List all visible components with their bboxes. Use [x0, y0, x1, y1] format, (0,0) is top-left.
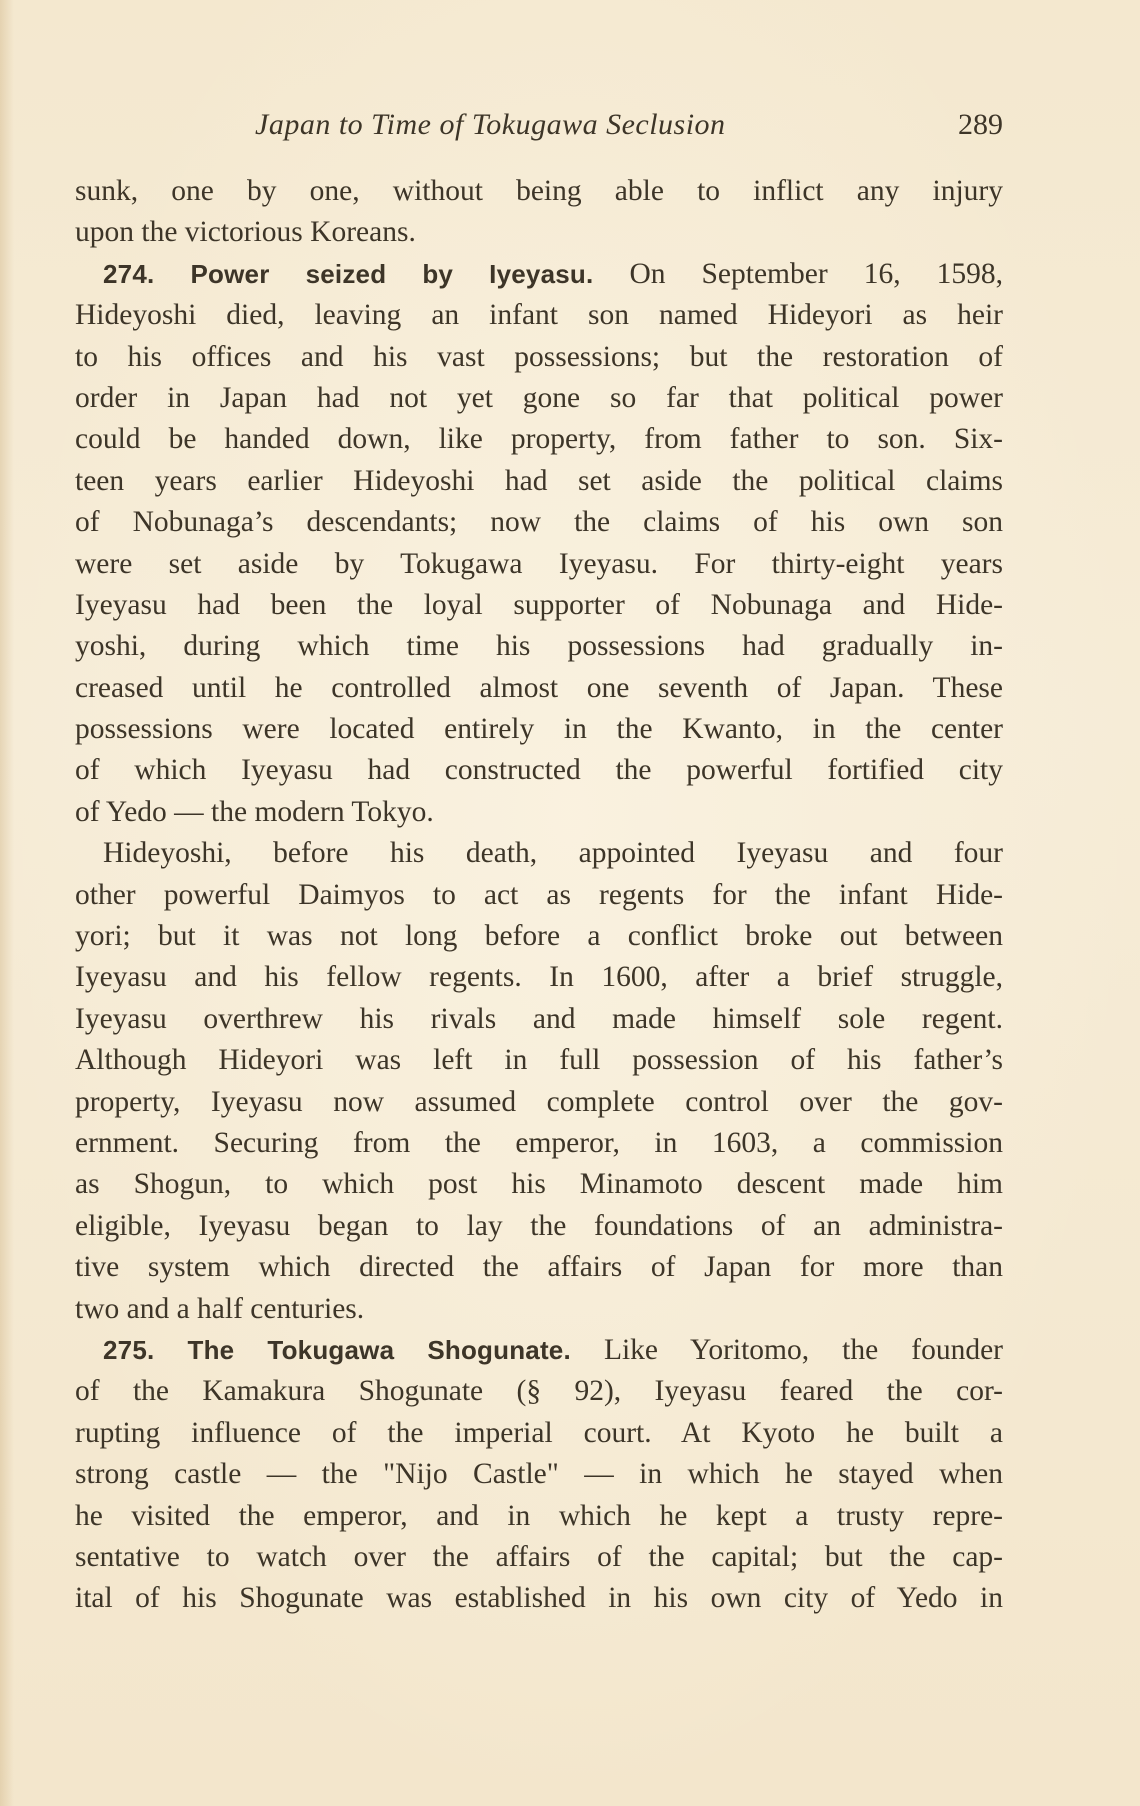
text-line: [75, 1371, 1003, 1412]
line-text: Like Yoritomo, the founder: [570, 1333, 1003, 1366]
text-line: [75, 502, 1003, 543]
line-text: other powerful Daimyos to act as regents for the infant Hide-: [75, 878, 1003, 911]
text-line: [75, 1537, 1003, 1578]
page-header: [75, 108, 1003, 152]
line-text: sunk, one by one, without being able to inflict any injury: [75, 175, 1003, 207]
text-line: [75, 957, 1003, 998]
text-line: [75, 544, 1003, 585]
line-text: he visited the emperor, and in which he kept a trusty repre-: [75, 1499, 1003, 1532]
line-text: ernment. Securing from the emperor, in 1603, a commission: [75, 1126, 1003, 1159]
line-text: could be handed down, like property, from father to son. Six-: [75, 423, 1003, 456]
text-line: [75, 585, 1003, 626]
text-line: [75, 750, 1003, 791]
line-text: On September 16, 1598,: [593, 257, 1003, 290]
line-text: Iyeyasu and his fellow regents. In 1600, after a brief struggle,: [75, 961, 1003, 994]
text-line: [75, 833, 1003, 874]
line-text: yoshi, during which time his possessions had gradually in-: [75, 630, 1003, 663]
text-line: [75, 1496, 1003, 1537]
line-text: Iyeyasu overthrew his rivals and made himself sole regent.: [75, 1002, 1003, 1035]
line-text: sentative to watch over the affairs of the capital; but the cap-: [75, 1540, 1003, 1573]
text-line: [75, 709, 1003, 750]
text-line: [75, 254, 1003, 295]
line-text: to his offices and his vast possessions; but the restoration of: [75, 340, 1003, 373]
text-line: [75, 461, 1003, 502]
line-text: of which Iyeyasu had constructed the powerful fortified city: [75, 754, 1003, 787]
text-line: [75, 212, 1003, 253]
line-text: creased until he controlled almost one seventh of Japan. These: [75, 671, 1003, 704]
line-text: tive system which directed the affairs of Japan for more than: [75, 1251, 1003, 1284]
line-text: teen years earlier Hideyoshi had set aside the political claims: [75, 464, 1003, 497]
body-text: [75, 171, 1003, 1620]
line-text: of Nobunaga’s descendants; now the claims of his own son: [75, 506, 1003, 539]
line-text: Iyeyasu had been the loyal supporter of Nobunaga and Hide-: [75, 588, 1003, 621]
line-text: upon the victorious Koreans.: [75, 216, 416, 249]
text-line: [75, 378, 1003, 419]
section-heading: 275. The Tokugawa Shogunate.: [103, 1334, 571, 1365]
section-heading: 274. Power seized by Iyeyasu.: [103, 258, 594, 289]
page-number: 289: [958, 108, 1003, 141]
text-line: [75, 1206, 1003, 1247]
line-text: rupting influence of the imperial court. At Kyoto he built a: [75, 1416, 1003, 1449]
text-line: [75, 337, 1003, 378]
line-text: yori; but it was not long before a conflict broke out between: [75, 920, 1003, 953]
text-line: [75, 668, 1003, 709]
text-line: [75, 1123, 1003, 1164]
text-line: [75, 626, 1003, 667]
line-text: Although Hideyori was left in full possession of his father’s: [75, 1044, 1003, 1077]
line-text: were set aside by Tokugawa Iyeyasu. For thirty-eight years: [75, 547, 1003, 580]
text-line: [75, 1289, 1003, 1330]
text-line: [75, 295, 1003, 336]
text-line: [75, 916, 1003, 957]
line-text: ital of his Shogunate was established in his own city of Yedo in: [75, 1582, 1003, 1615]
text-line: [75, 1578, 1003, 1619]
text-line: [75, 1454, 1003, 1495]
line-text: possessions were located entirely in the Kwanto, in the center: [75, 713, 1003, 746]
text-line: [75, 419, 1003, 460]
line-text: of the Kamakura Shogunate (§ 92), Iyeyasu feared the cor-: [75, 1375, 1003, 1408]
text-line: [75, 171, 1003, 212]
line-text: Hideyoshi, before his death, appointed Iyeyasu and four: [103, 837, 1003, 870]
text-line: [75, 875, 1003, 916]
text-line: [75, 1082, 1003, 1123]
text-line: [75, 792, 1003, 833]
line-text: of Yedo — the modern Tokyo.: [75, 795, 434, 828]
page-edge-shadow: [0, 0, 14, 1806]
text-line: [75, 1247, 1003, 1288]
line-text: Hideyoshi died, leaving an infant son named Hideyori as heir: [75, 299, 1003, 332]
line-text: order in Japan had not yet gone so far that political power: [75, 381, 1003, 414]
running-head: Japan to Time of Tokugawa Seclusion: [255, 108, 726, 141]
line-text: strong castle — the "Nijo Castle" — in which he stayed when: [75, 1458, 1003, 1491]
text-line: [75, 1040, 1003, 1081]
text-line: [75, 999, 1003, 1040]
text-line: [75, 1164, 1003, 1205]
line-text: as Shogun, to which post his Minamoto descent made him: [75, 1168, 1003, 1201]
text-line: [75, 1330, 1003, 1371]
line-text: property, Iyeyasu now assumed complete control over the gov-: [75, 1085, 1003, 1118]
line-text: eligible, Iyeyasu began to lay the foundations of an administra-: [75, 1209, 1003, 1242]
line-text: two and a half centuries.: [75, 1292, 365, 1325]
text-line: [75, 1413, 1003, 1454]
